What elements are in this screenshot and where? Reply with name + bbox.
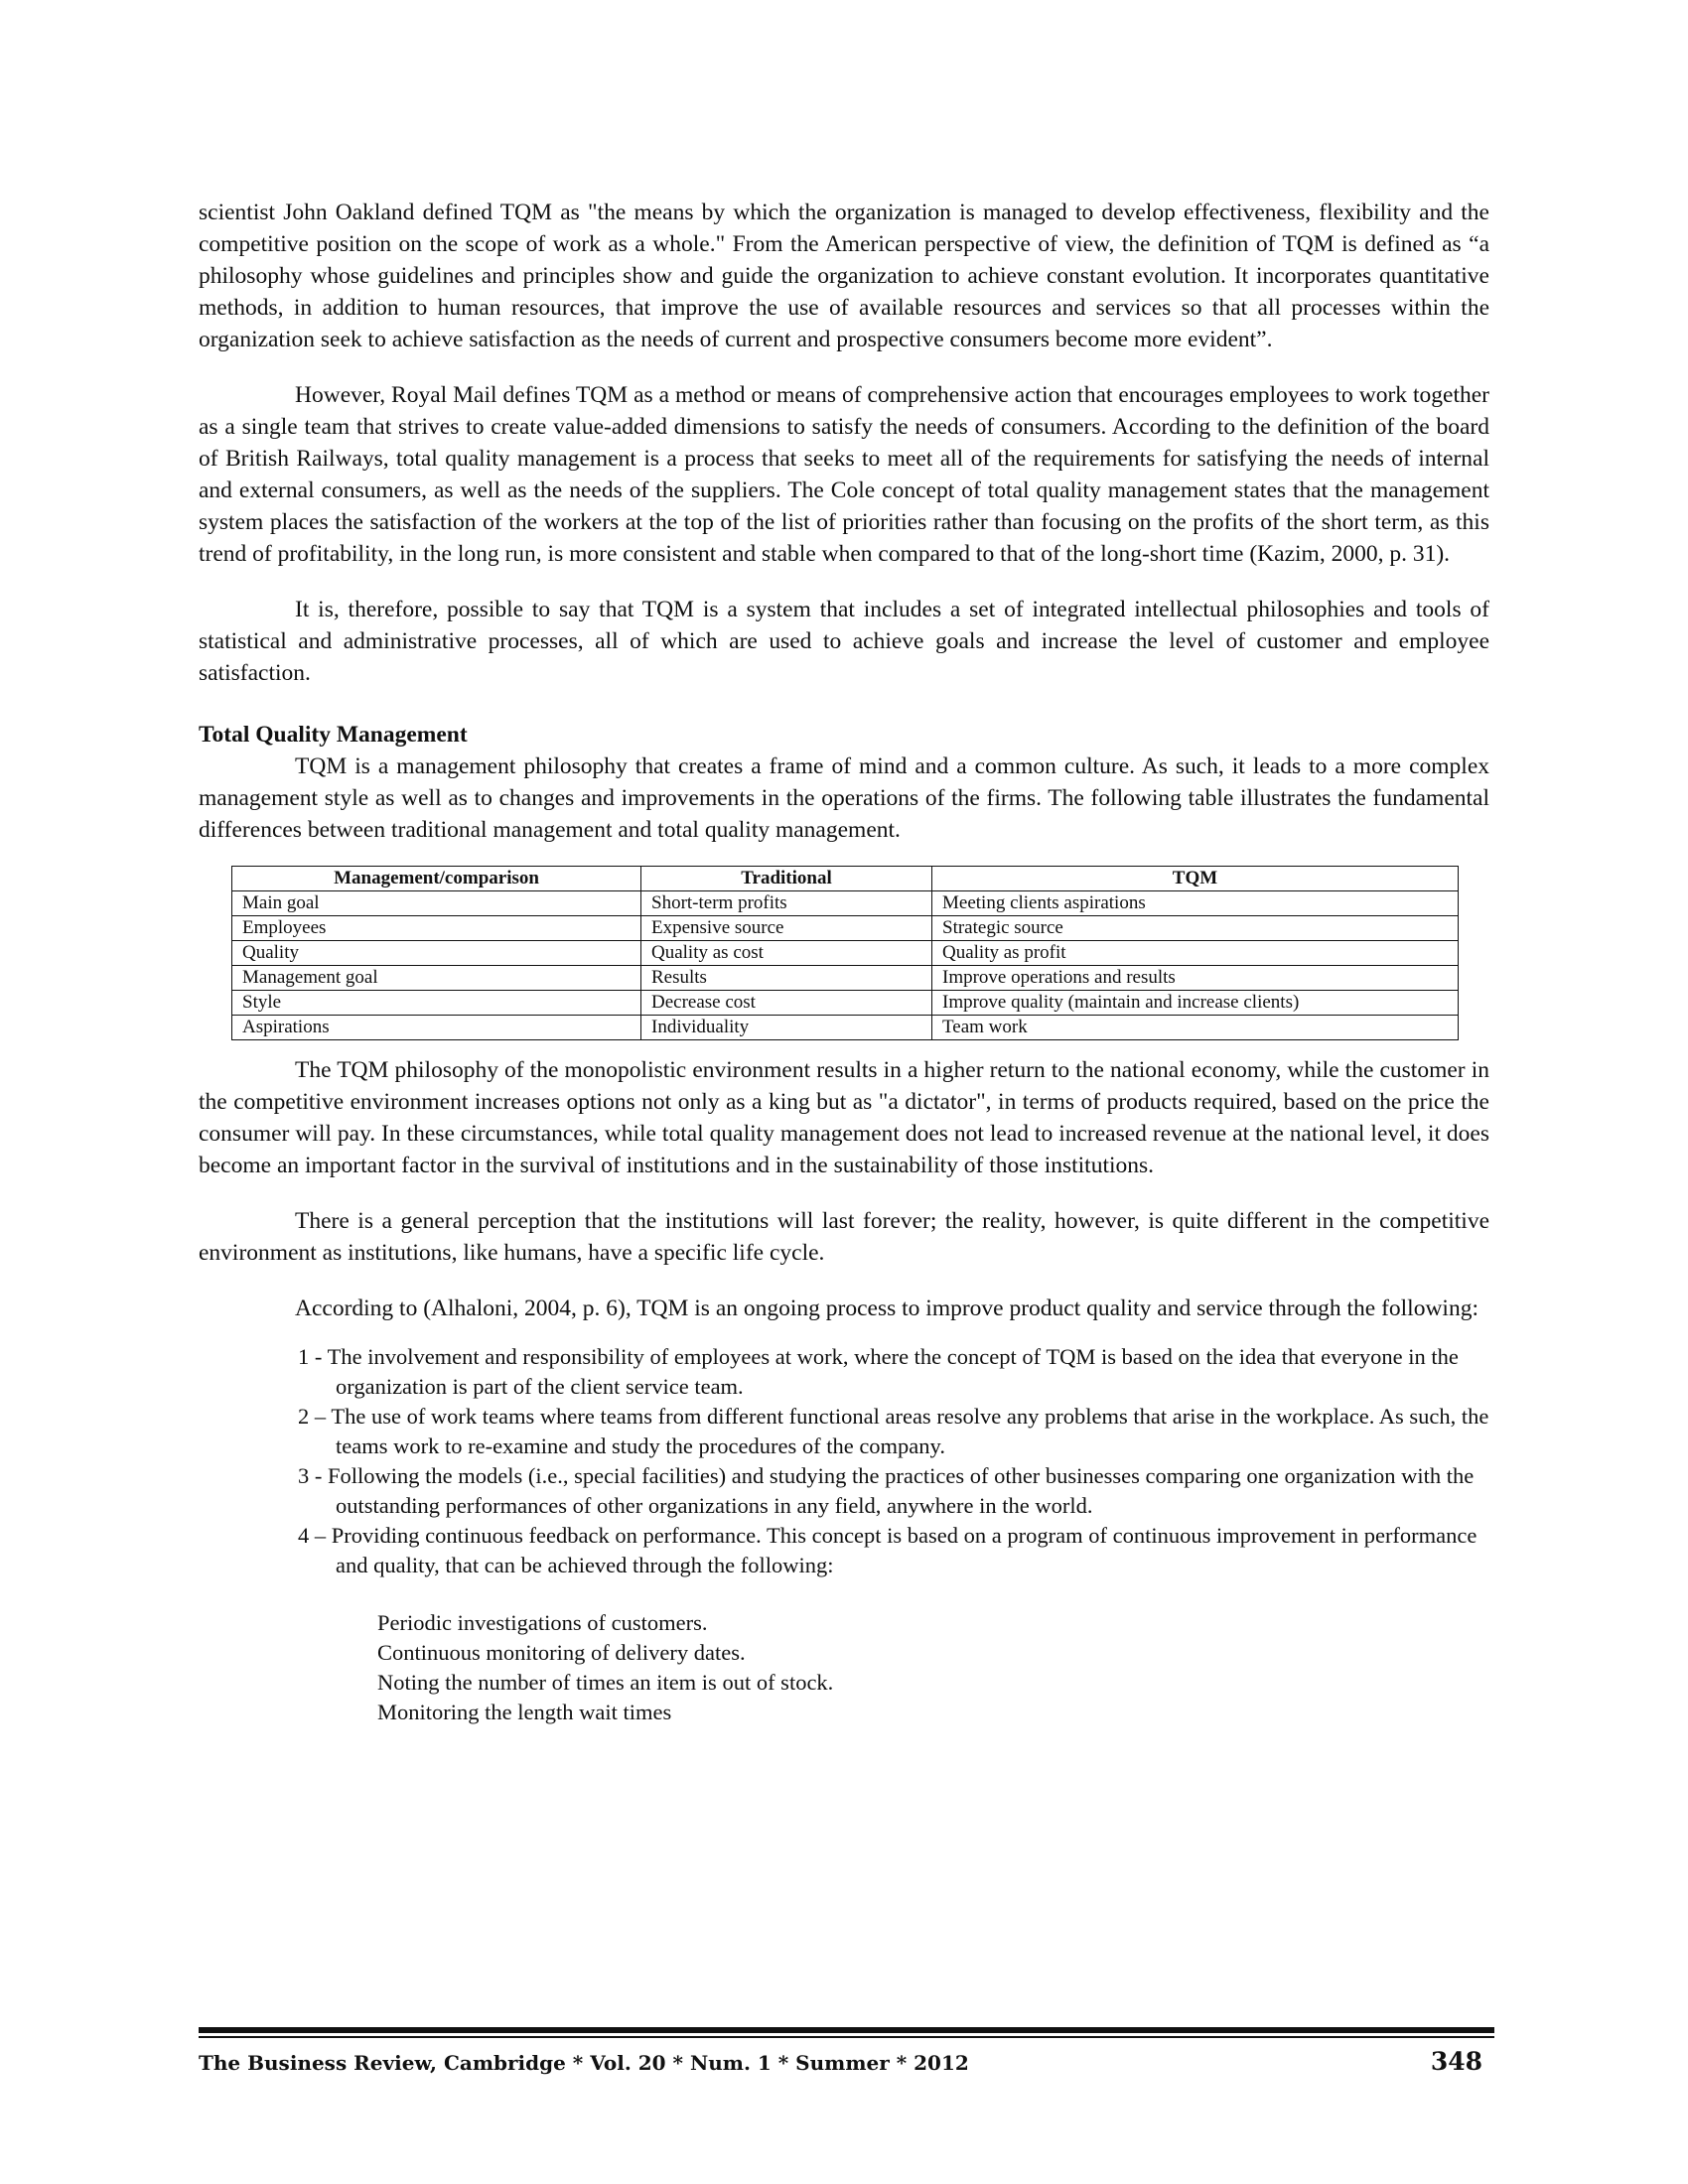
table-cell: Management goal (232, 966, 641, 991)
table-cell: Expensive source (641, 916, 932, 941)
table-cell: Improve operations and results (932, 966, 1459, 991)
table-cell: Quality as profit (932, 941, 1459, 966)
table-cell: Main goal (232, 891, 641, 916)
section-heading: Total Quality Management (199, 722, 468, 748)
table-row (232, 916, 1459, 941)
paragraph: TQM is a management philosophy that creates a frame of mind and a common culture. As such, it leads to a more complex management style as well as to changes and improvements in the operations of the firms. The following table illustrates the fundamental differences between traditional management and total quality management. (199, 753, 1489, 843)
page-number: 348 (1430, 2047, 1482, 2076)
paragraph: There is a general perception that the institutions will last forever; the reality, however, is quite different in the competitive environment as institutions, like humans, have a specific life cycle. (199, 1208, 1489, 1266)
list-item: 2 – The use of work teams where teams from different functional areas resolve any problems that arise in the workplace. As such, the teams work to re-examine and study the procedures of the company. (298, 1404, 1489, 1458)
table-cell: Strategic source (932, 916, 1459, 941)
table-cell: Decrease cost (641, 991, 932, 1016)
table-cell: Team work (932, 1016, 1459, 1040)
sub-list (377, 1608, 1489, 1727)
list-item: Monitoring the length wait times (377, 1700, 672, 1724)
table-cell: Meeting clients aspirations (932, 891, 1459, 916)
comparison-table (231, 866, 1459, 1040)
footer-rule (199, 2027, 1494, 2033)
numbered-list (298, 1342, 1489, 1580)
table-cell: Improve quality (maintain and increase clients) (932, 991, 1459, 1016)
column-header: Management/comparison (232, 867, 641, 891)
journal-citation: The Business Review, Cambridge * Vol. 20 * Num. 1 * Summer * 2012 (199, 2051, 969, 2075)
column-header: Traditional (641, 867, 932, 891)
paragraph: However, Royal Mail defines TQM as a method or means of comprehensive action that encourages employees to work together as a single team that strives to create value-added dimensions to satisfy the needs of consumers. According to the definition of the board of British Railways, total quality management is a process that seeks to meet all of the requirements for satisfying the needs of internal and external consumers, as well as the needs of the suppliers. The Cole concept of total quality management states that the management system places the satisfaction of the workers at the top of the list of priorities rather than focusing on the profits of the short term, as this trend of profitability, in the long run, is more consistent and stable when compared to that of the long-short time (Kazim, 2000, p. 31). (199, 382, 1489, 567)
paragraph: The TQM philosophy of the monopolistic environment results in a higher return to the national economy, while the customer in the competitive environment increases options not only as a king but as "a dictator", in terms of products required, based on the price the consumer will pay. In these circumstances, while total quality management does not lead to increased revenue at the national level, it does become an important factor in the survival of institutions and in the sustainability of those institutions. (199, 1057, 1489, 1178)
list-item: Noting the number of times an item is out of stock. (377, 1670, 834, 1695)
list-item: Periodic investigations of customers. (377, 1610, 708, 1635)
table-cell: Quality (232, 941, 641, 966)
column-header: TQM (932, 867, 1459, 891)
table-row (232, 966, 1459, 991)
table-row (232, 991, 1459, 1016)
page-footer (199, 2045, 1494, 2079)
paragraph: scientist John Oakland defined TQM as "the means by which the organization is managed to develop effectiveness, flexibility and the competitive position on the scope of work as a whole." From the American perspective of view, the definition of TQM is defined as “a philosophy whose guidelines and principles show and guide the organization to achieve constant evolution. It incorporates quantitative methods, in addition to human resources, that improve the use of available resources and services so that all processes within the organization seek to achieve satisfaction as the needs of current and prospective consumers become more evident”. (199, 200, 1489, 352)
table-cell: Results (641, 966, 932, 991)
page-content (199, 197, 1489, 1727)
table-cell: Style (232, 991, 641, 1016)
table-cell: Employees (232, 916, 641, 941)
table-header-row (232, 867, 1459, 891)
footer-rule (199, 2036, 1494, 2038)
paragraph: It is, therefore, possible to say that TQM is a system that includes a set of integrated intellectual philosophies and tools of statistical and administrative processes, all of which are used to achieve goals and increase the level of customer and employee satisfaction. (199, 597, 1489, 686)
table-cell: Short-term profits (641, 891, 932, 916)
table-row (232, 1016, 1459, 1040)
paragraph: According to (Alhaloni, 2004, p. 6), TQM is an ongoing process to improve product quality and service through the following: (295, 1296, 1478, 1321)
table-cell: Quality as cost (641, 941, 932, 966)
list-item: 4 – Providing continuous feedback on performance. This concept is based on a program of continuous improvement in performance and quality, that can be achieved through the following: (298, 1523, 1477, 1577)
list-item: 1 - The involvement and responsibility of employees at work, where the concept of TQM is based on the idea that everyone in the organization is part of the client service team. (298, 1344, 1459, 1399)
table-row (232, 941, 1459, 966)
list-item: Continuous monitoring of delivery dates. (377, 1640, 746, 1665)
list-item: 3 - Following the models (i.e., special facilities) and studying the practices of other businesses comparing one organization with the outstanding performances of other organizations in any field, anywhere in the world. (298, 1463, 1475, 1518)
table-cell: Aspirations (232, 1016, 641, 1040)
table-row (232, 891, 1459, 916)
table-cell: Individuality (641, 1016, 932, 1040)
